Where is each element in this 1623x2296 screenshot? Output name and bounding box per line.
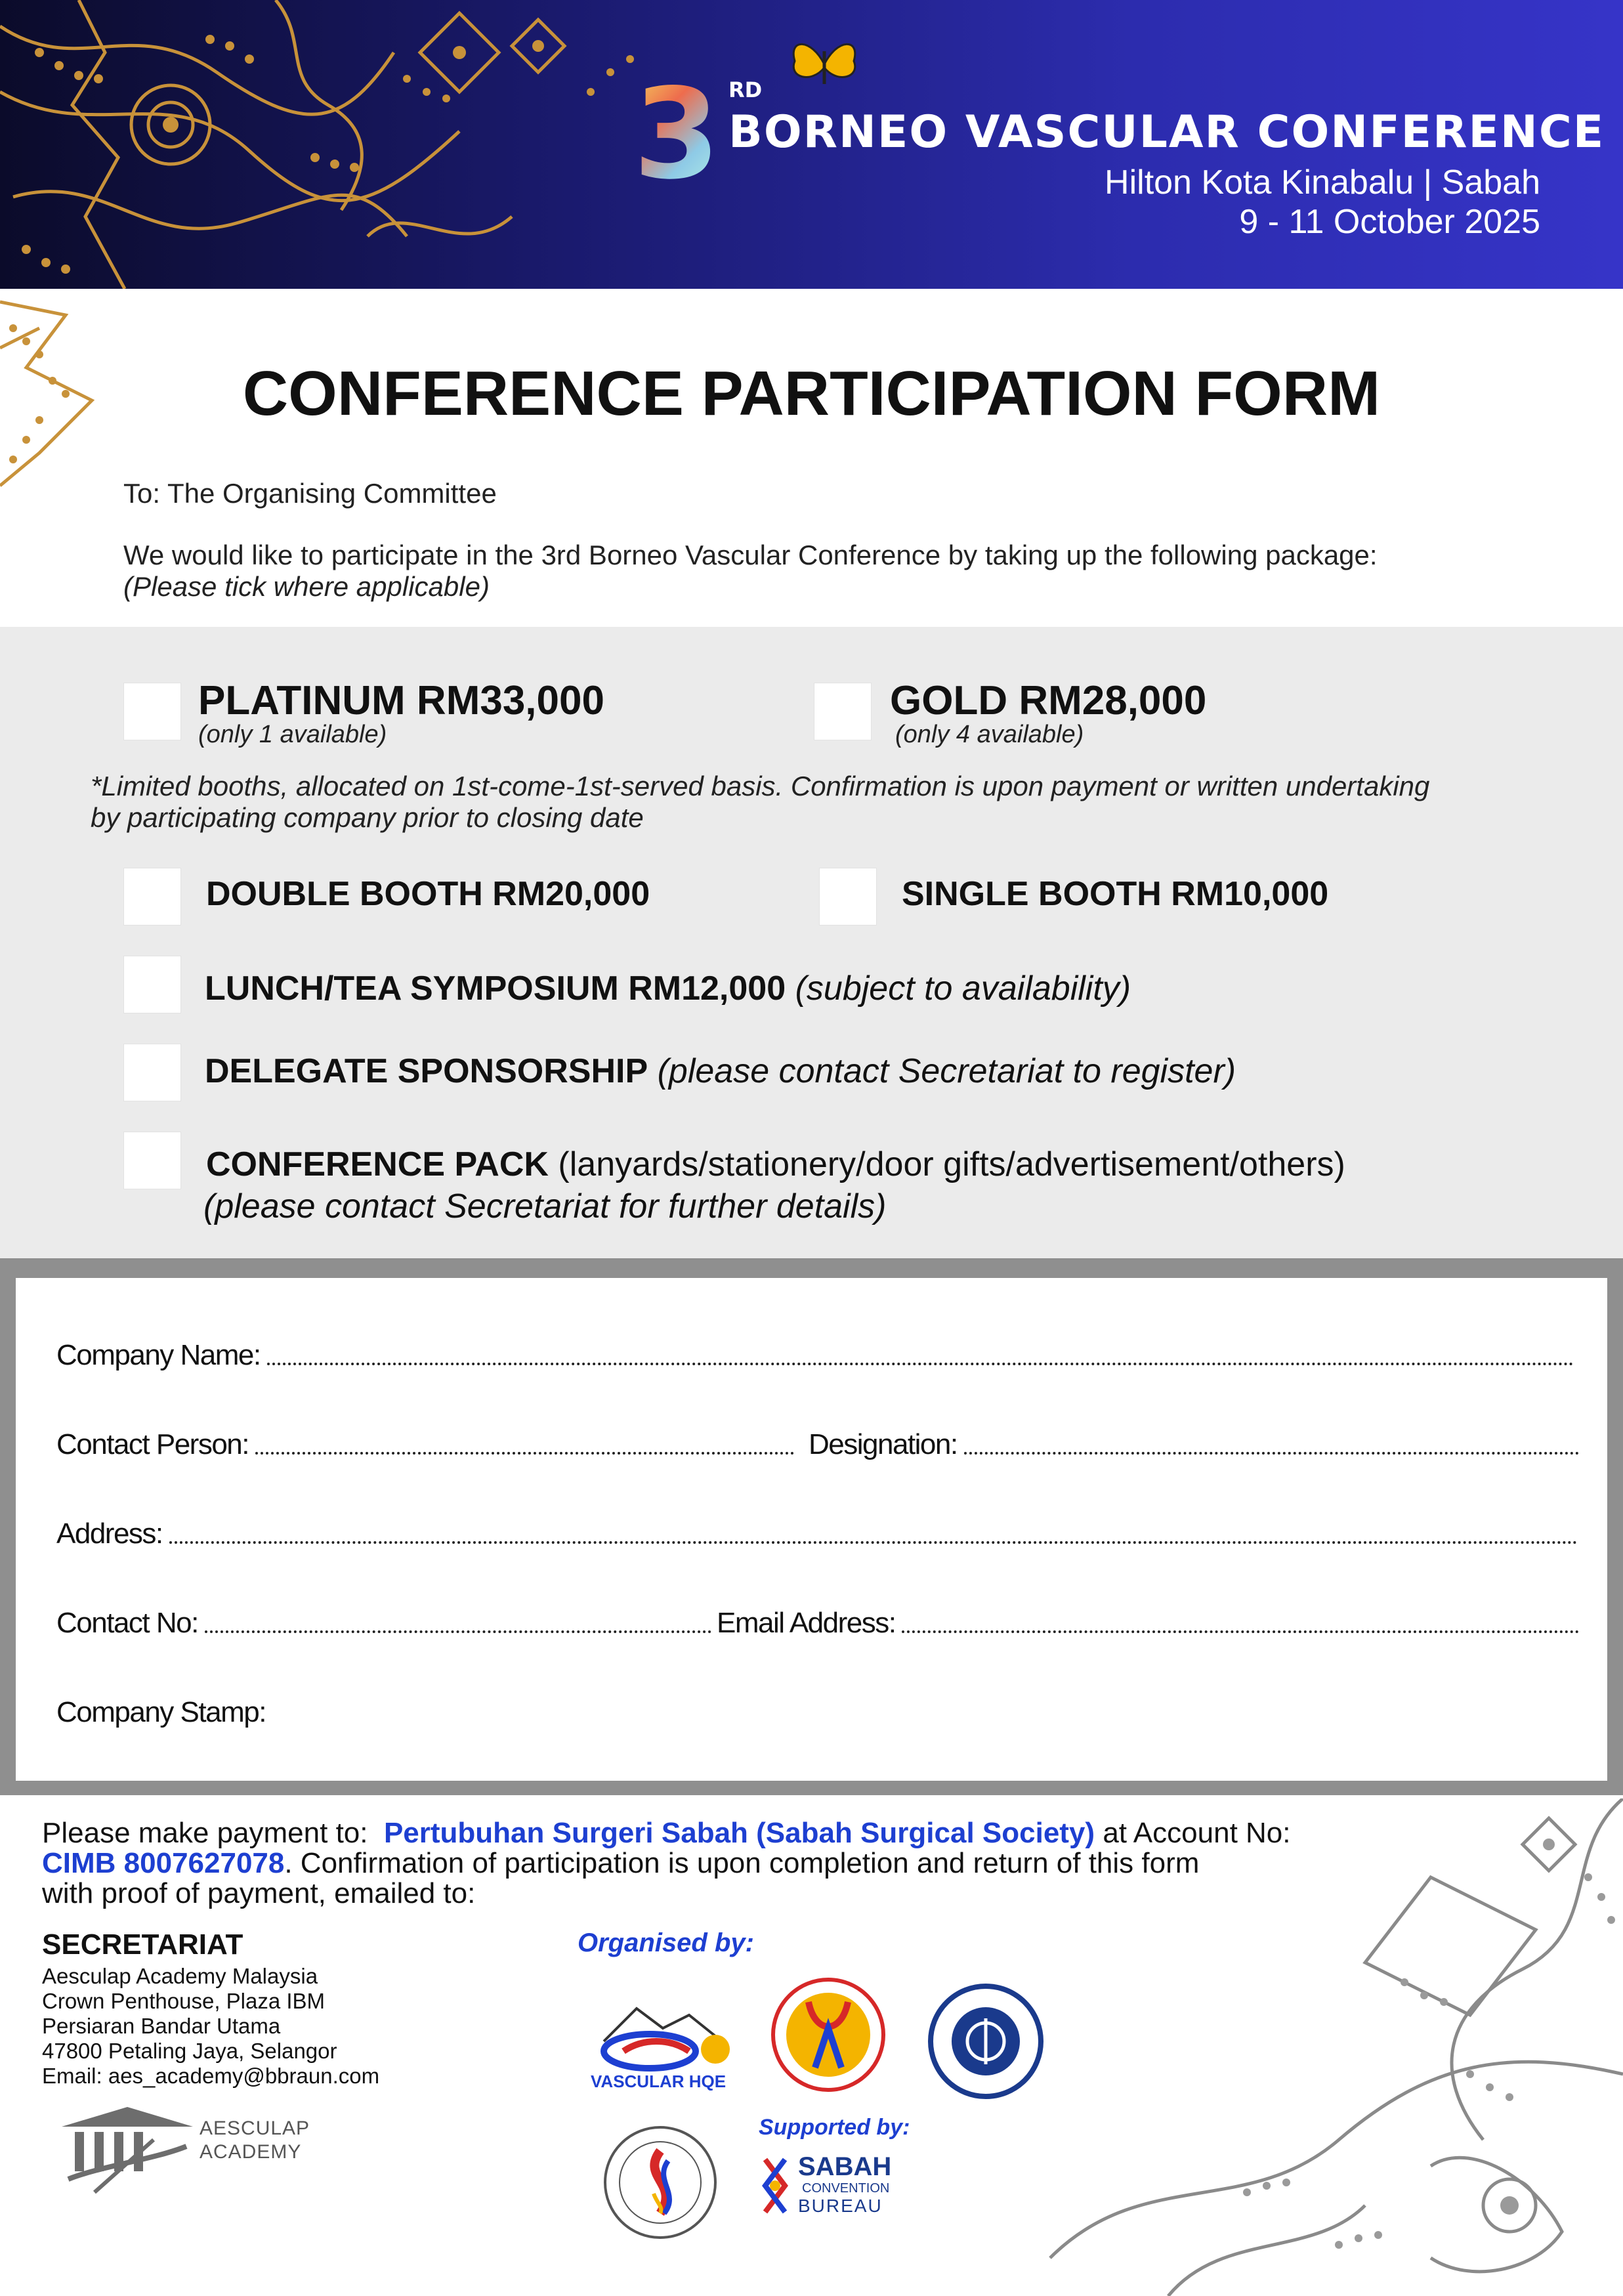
contact-no-line[interactable] [205, 1630, 711, 1633]
butterfly-icon [785, 32, 864, 97]
batik-pattern-art [0, 0, 722, 289]
conference-name: BORNEO VASCULAR CONFERENCE [728, 106, 1605, 158]
company-name-label: Company Name: [56, 1339, 261, 1371]
conference-pack-checkbox[interactable] [123, 1132, 181, 1189]
aesculap-logo-text: AESCULAP [200, 2117, 310, 2139]
sabah-bureau-text: CONVENTION [802, 2181, 890, 2196]
angiology-academy-logo [927, 1982, 1045, 2100]
double-booth-label: DOUBLE BOOTH RM20,000 [206, 875, 650, 913]
company-stamp-field[interactable] [56, 1696, 266, 1729]
address-label: Address: [56, 1518, 163, 1550]
sabah-surgical-society-logo [601, 2115, 719, 2250]
aesculap-logo-text: ACADEMY [200, 2141, 302, 2163]
secretariat-line: Aesculap Academy Malaysia [42, 1964, 318, 1988]
payee-name: Pertubuhan Surgeri Sabah (Sabah Surgical Society) [383, 1817, 1095, 1849]
sabah-bureau-text: SABAH [798, 2152, 892, 2181]
designation-field[interactable] [809, 1428, 1579, 1461]
email-label: Email Address: [717, 1607, 896, 1639]
platinum-label: PLATINUM RM33,000 [198, 678, 604, 723]
email-line[interactable] [902, 1630, 1579, 1633]
delegate-sponsorship-label: DELEGATE SPONSORSHIP (please contact Secretariat to register) [205, 1052, 1236, 1090]
secretariat-title: SECRETARIAT [42, 1928, 243, 1961]
conference-venue: Hilton Kota Kinabalu | Sabah [1105, 163, 1540, 202]
conference-pack-note: (please contact Secretariat for further details) [203, 1187, 887, 1225]
bank-account: CIMB 8007627078 [42, 1847, 285, 1879]
edition-suffix: RD [728, 77, 763, 102]
limited-booths-note: *Limited booths, allocated on 1st-come-1st-served basis. Confirmation is upon payment or written undertaking [91, 771, 1430, 801]
delegate-sponsorship-checkbox[interactable] [123, 1044, 181, 1101]
conference-pack-label: CONFERENCE PACK (lanyards/stationery/door gifts/advertisement/others) [206, 1145, 1345, 1183]
vascular-hqe-text: VASCULAR HQE [591, 2072, 727, 2091]
form-title: CONFERENCE PARTICIPATION FORM [242, 358, 1381, 429]
company-name-line[interactable] [267, 1363, 1574, 1365]
header-banner [0, 0, 1623, 289]
organised-by-label: Organised by: [578, 1928, 754, 1957]
company-stamp-label: Company Stamp: [56, 1696, 266, 1728]
designation-line[interactable] [964, 1452, 1579, 1455]
email-field[interactable] [717, 1607, 1579, 1640]
payment-email-line: with proof of payment, emailed to: [42, 1877, 476, 1909]
gold-checkbox[interactable] [814, 683, 872, 740]
contact-person-field[interactable] [56, 1428, 794, 1461]
gold-label: GOLD RM28,000 [890, 678, 1207, 723]
conference-dates: 9 - 11 October 2025 [1239, 203, 1540, 241]
gold-note: (only 4 available) [895, 721, 1084, 748]
intro-to: To: The Organising Committee [123, 478, 497, 509]
sabah-bureau-text: BUREAU [798, 2196, 883, 2216]
lunch-symposium-checkbox[interactable] [123, 956, 181, 1013]
contact-person-label: Contact Person: [56, 1428, 249, 1460]
address-field[interactable] [56, 1518, 1578, 1550]
intro-instruction: (Please tick where applicable) [123, 571, 490, 602]
supported-by-label: Supported by: [759, 2115, 910, 2140]
address-line[interactable] [169, 1541, 1578, 1544]
payment-account-line: CIMB 8007627078. Confirmation of participation is upon completion and return of this form [42, 1847, 1200, 1879]
secretariat-line: Crown Penthouse, Plaza IBM [42, 1989, 326, 2013]
contact-no-field[interactable] [56, 1607, 711, 1640]
designation-label: Designation: [809, 1428, 958, 1460]
single-booth-checkbox[interactable] [819, 868, 877, 925]
vascular-society-malaysia-logo [769, 1976, 887, 2094]
platinum-note: (only 1 available) [198, 721, 387, 748]
company-name-field[interactable] [56, 1339, 1574, 1372]
sabah-convention-bureau-logo [759, 2146, 916, 2219]
double-booth-checkbox[interactable] [123, 868, 181, 925]
payment-instruction: Please make payment to: Pertubuhan Surgeri Sabah (Sabah Surgical Society) at Account No: [42, 1817, 1291, 1849]
edition-number: 3 [633, 62, 721, 207]
intro-line: We would like to participate in the 3rd Borneo Vascular Conference by taking up the following package: [123, 540, 1378, 570]
lunch-symposium-label: LUNCH/TEA SYMPOSIUM RM12,000 (subject to availability) [205, 969, 1131, 1008]
vascular-hqe-logo [584, 1989, 748, 2094]
platinum-checkbox[interactable] [123, 683, 181, 740]
secretariat-email[interactable]: Email: aes_academy@bbraun.com [42, 2064, 380, 2088]
contact-no-label: Contact No: [56, 1607, 198, 1639]
contact-person-line[interactable] [255, 1452, 794, 1455]
secretariat-line: 47800 Petaling Jaya, Selangor [42, 2039, 337, 2063]
single-booth-label: SINGLE BOOTH RM10,000 [902, 875, 1329, 913]
secretariat-line: Persiaran Bandar Utama [42, 2014, 281, 2038]
limited-booths-note-2: by participating company prior to closing date [91, 802, 644, 833]
